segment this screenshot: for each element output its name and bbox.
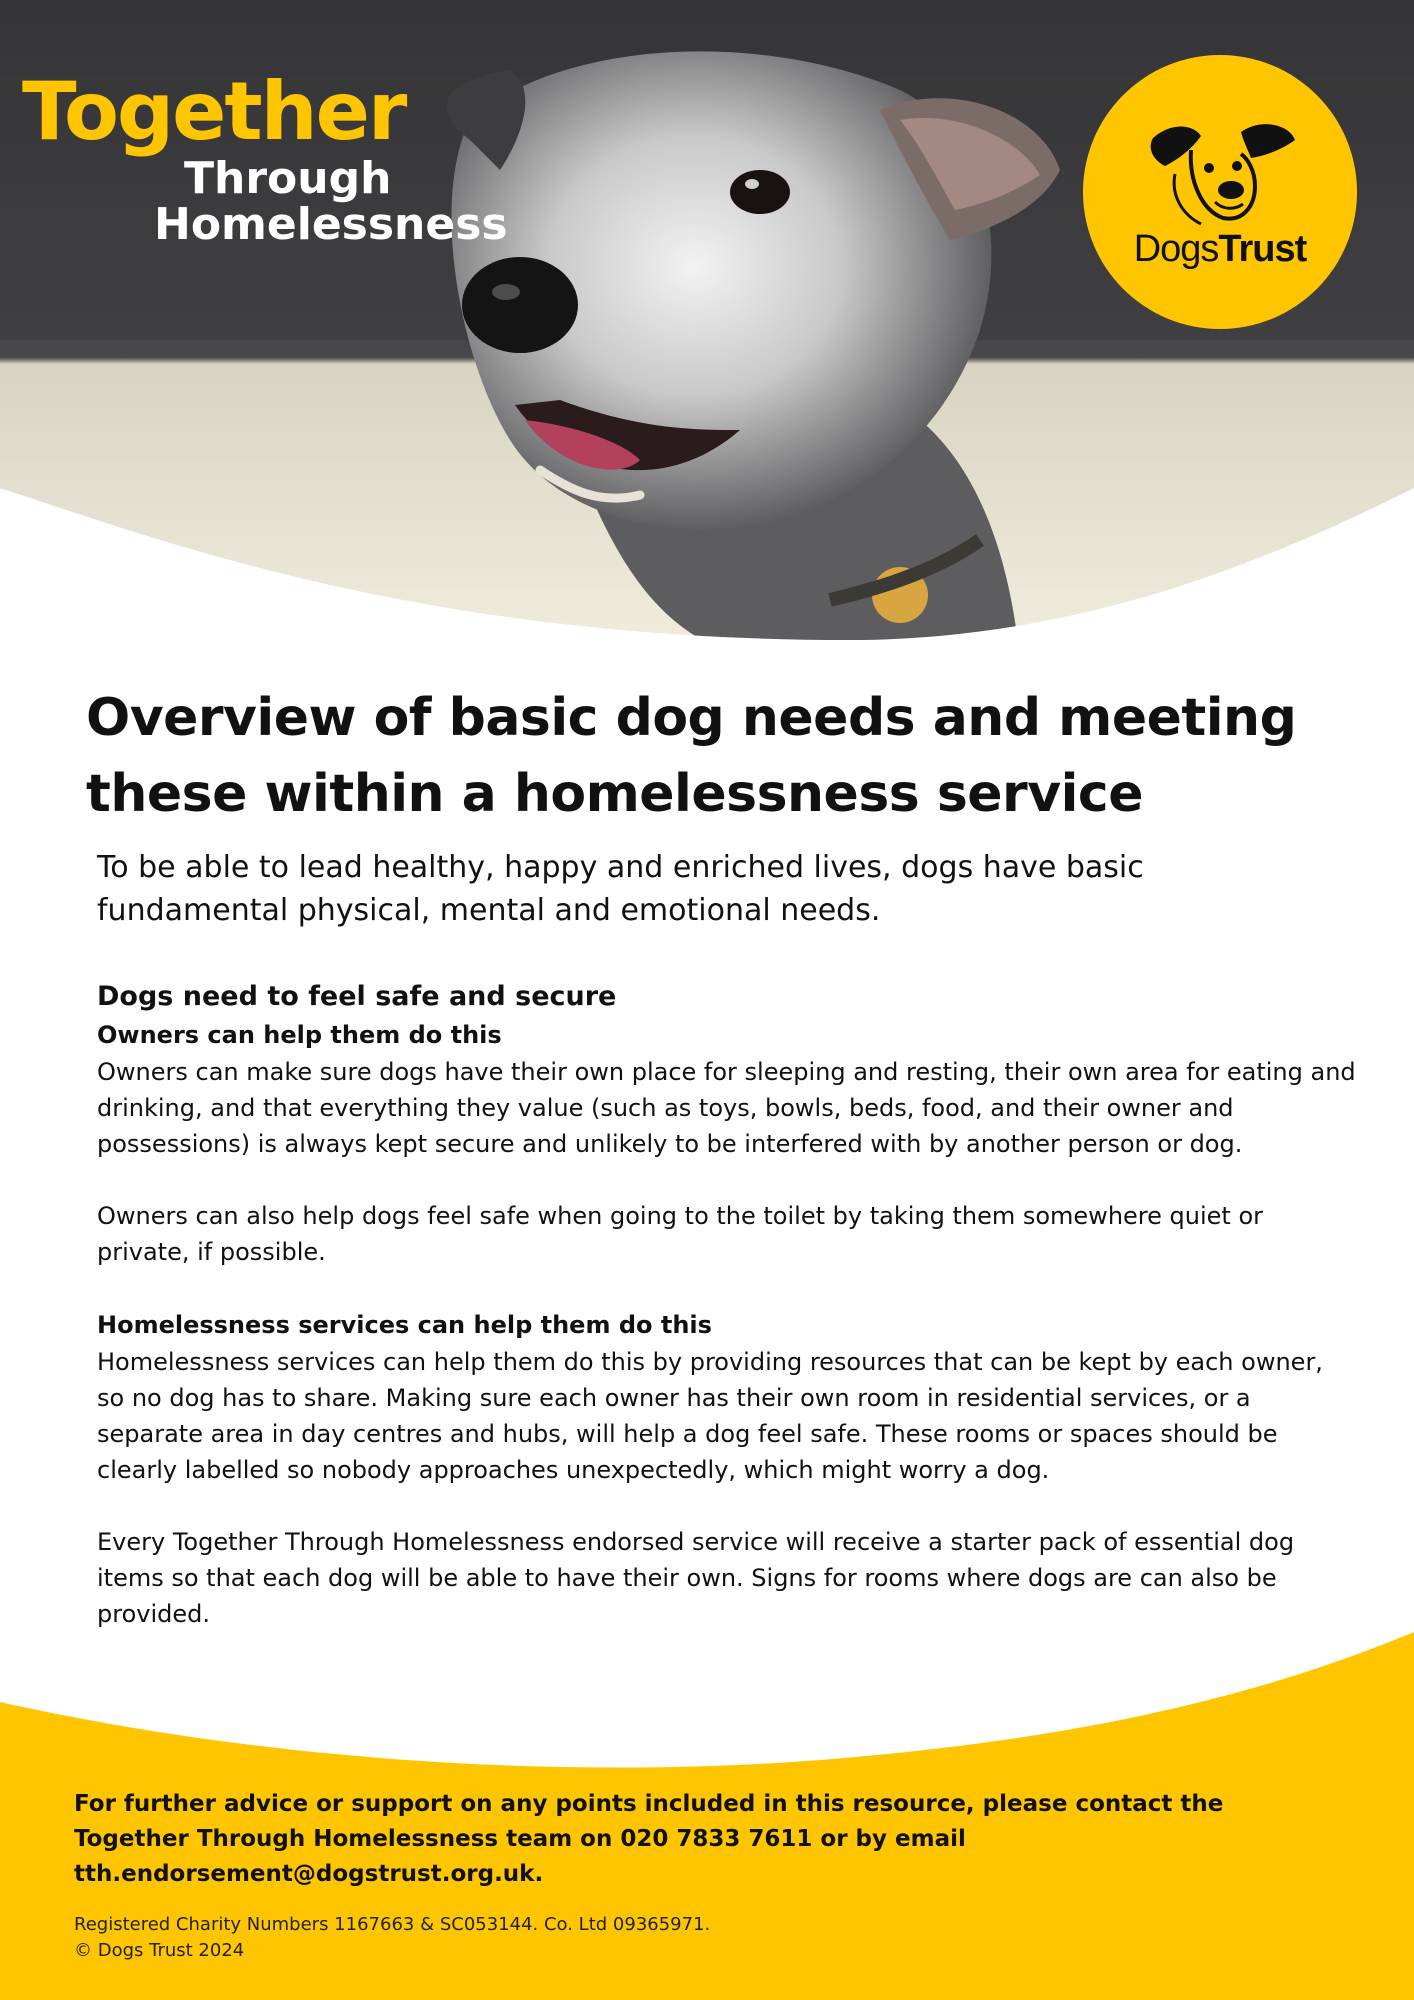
dog-face-icon	[1131, 110, 1311, 230]
brand-together: Together	[22, 65, 406, 158]
section-heading: Dogs need to feel safe and secure	[97, 981, 617, 1012]
section-safe-secure	[97, 978, 1357, 1632]
intro-paragraph: To be able to lead healthy, happy and enriched lives, dogs have basic fundamental physical, mental and emotional needs.	[97, 850, 1144, 928]
owners-paragraph-1: Owners can make sure dogs have their own place for sleeping and resting, their own area for eating and drinking, and that everything they value (such as toys, bowls, beds, food, and their owner and possessions) is always kept secure and unlikely to be interfered with by another person or dog.	[97, 1058, 1356, 1158]
services-paragraph-2: Every Together Through Homelessness endorsed service will receive a starter pack of essential dog items so that each dog will be able to have their own. Signs for rooms where dogs are can also be provided.	[97, 1528, 1295, 1628]
logo-wordmark: DogsTrust	[1133, 228, 1307, 270]
brand-through: Through	[184, 153, 392, 204]
services-paragraph-1: Homelessness services can help them do this by providing resources that can be kept by each owner, so no dog has to share. Making sure each owner has their own room in residential services, or a separate area in day centres and hubs, will help a dog feel safe. These rooms or spaces should be clearly labelled so nobody approaches unexpectedly, which might worry a dog.	[97, 1348, 1323, 1484]
owners-paragraph-2: Owners can also help dogs feel safe when going to the toilet by taking them somewhere quiet or private, if possible.	[97, 1202, 1263, 1266]
services-subheading: Homelessness services can help them do this	[97, 1311, 712, 1339]
contact-info: For further advice or support on any points included in this resource, please contact the Together Through Homelessness team on 020 7833 7611 or by email tth.endorsement@dogstrust.org.uk.	[74, 1791, 1224, 1887]
brand-wordmark	[22, 65, 522, 251]
page-title: Overview of basic dog needs and meeting these within a homelessness service	[86, 688, 1297, 824]
charity-numbers: Registered Charity Numbers 1167663 & SC053144. Co. Ltd 09365971.	[74, 1914, 711, 1935]
hero-banner	[0, 0, 1414, 650]
legal-info	[74, 1912, 974, 1964]
brand-homelessness: Homelessness	[154, 199, 508, 251]
dogs-trust-logo	[1083, 55, 1357, 329]
copyright: © Dogs Trust 2024	[74, 1940, 245, 1961]
owners-subheading: Owners can help them do this	[97, 1021, 502, 1049]
footer	[0, 1620, 1414, 2000]
